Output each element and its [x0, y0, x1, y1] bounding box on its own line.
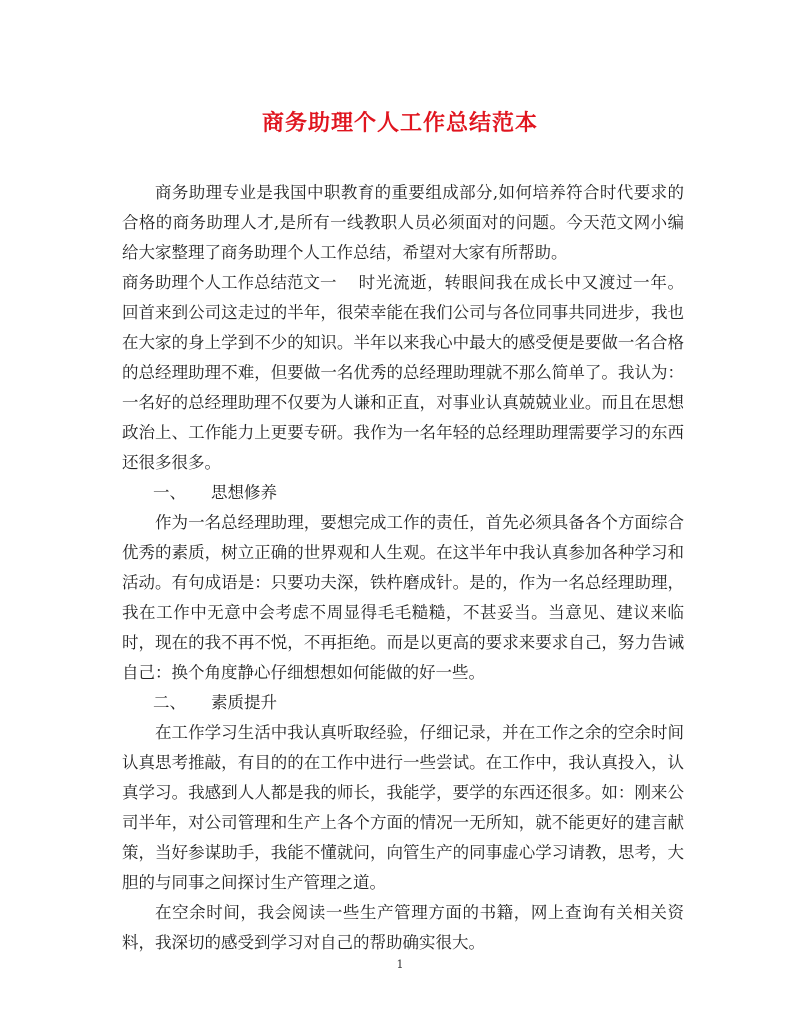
document-title: 商务助理个人工作总结范本: [261, 110, 538, 136]
ideology-paragraph: 作为一名总经理助理，要想完成工作的责任，首先必须具备各个方面综合优秀的素质，树立正确的世界观和人生观。在这半年中我认真参加各种学习和活动。有句成语是：只要功夫深，铁杵磨成针。是的，作为一名总经理助理，我在工作中无意中会考虑不周显得毛毛糙糙，不甚妥当。当意见、建议来临时，现在的我不再不悦，不再拒绝。而是以更高的要求来要求自己，努力告诫自己：换个角度静心仔细想想如何能做的好一些。: [122, 513, 684, 682]
section-number: 二、: [153, 693, 186, 712]
sample-one-paragraph: [122, 268, 684, 478]
section-number: 一、: [153, 483, 186, 502]
quality-paragraph: 在工作学习生活中我认真听取经验，仔细记录，并在工作之余的空余时间认真思考推敲，有目的的在工作中进行一些尝试。在工作中，我认真投入，认真学习。我感到人人都是我的师长，我能学，要学的东西还很多。如：刚来公司半年，对公司管理和生产上各个方面的情况一无所知，就不能更好的建言献策，当好参谋助手，我能不懂就问，向管生产的同事虚心学习请教，思考，大胆的与同事之间探讨生产管理之道。: [122, 723, 684, 892]
page-number: 1: [396, 958, 404, 971]
intro-paragraph: 商务助理专业是我国中职教育的重要组成部分,如何培养符合时代要求的合格的商务助理人才,是所有一线教职人员必须面对的问题。今天范文网小编给大家整理了商务助理个人工作总结，希望对大家有所帮助。: [122, 183, 684, 262]
section-heading-text: 素质提升: [211, 693, 277, 712]
section-heading-quality: [122, 688, 684, 718]
document-body: [122, 178, 684, 958]
sample-one-text: 时光流逝，转眼间我在成长中又渡过一年。回首来到公司这走过的半年，很荣幸能在我们公司与各位同事共同进步，我也在大家的身上学到不少的知识。半年以来我心中最大的感受便是要做一名合格的总经理助理不难，但要做一名优秀的总经理助理就不那么简单了。我认为：一名好的总经理助理不仅要为人谦和正直，对事业认真兢兢业业。而且在思想政治上、工作能力上更要专研。我作为一名年轻的总经理助理需要学习的东西还很多很多。: [122, 273, 684, 472]
section-heading-text: 思想修养: [211, 483, 277, 502]
section-heading-ideology: [122, 478, 684, 508]
reading-paragraph: 在空余时间，我会阅读一些生产管理方面的书籍，网上查询有关相关资料，我深切的感受到学习对自己的帮助确实很大。: [122, 903, 684, 952]
sample-one-label: 商务助理个人工作总结范文一: [122, 273, 337, 292]
